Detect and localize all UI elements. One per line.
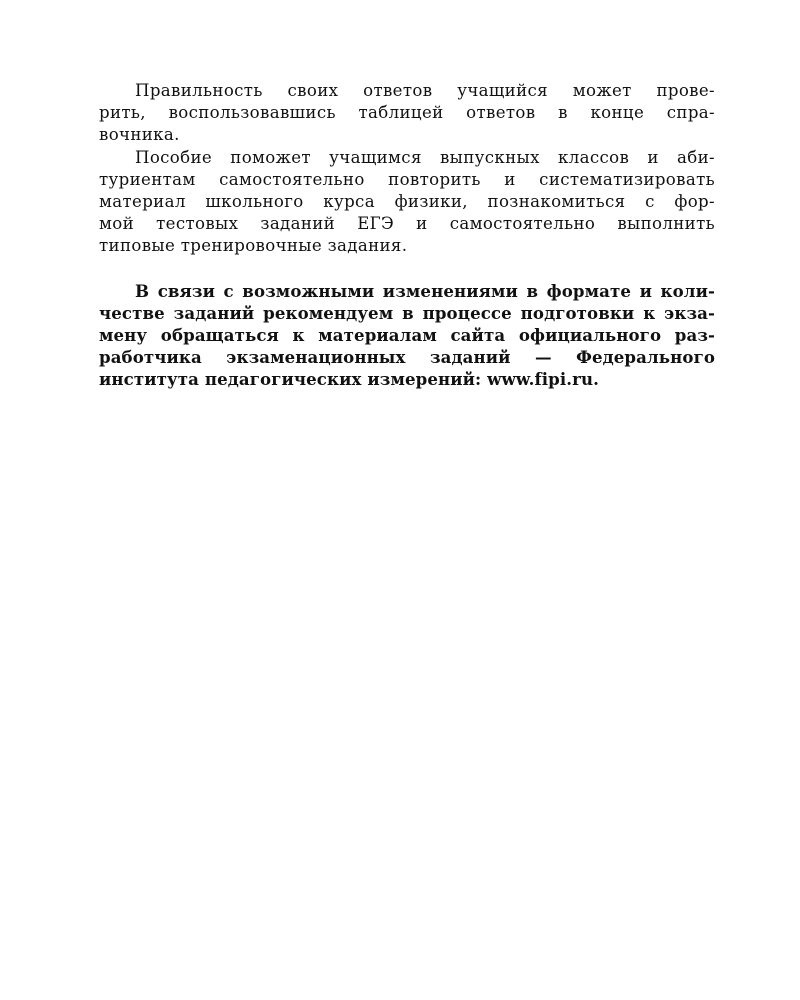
notice-fipi xyxy=(99,280,715,391)
paragraph-line: материал школьного курса физики, познакомиться с фор- xyxy=(99,191,715,211)
paragraph-manual-purpose xyxy=(99,147,715,258)
paragraph-answers-check xyxy=(99,80,715,147)
paragraph-line: типовые тренировочные задания. xyxy=(99,236,408,256)
notice-line: мену обращаться к материалам сайта официального раз- xyxy=(99,324,715,345)
paragraph-line: рить, воспользовавшись таблицей ответов в конце спра- xyxy=(99,103,715,123)
paragraph-line: Пособие поможет учащимся выпускных классов и аби- xyxy=(135,147,715,167)
notice-line: честве заданий рекомендуем в процессе подготовки к экза- xyxy=(99,302,715,323)
paragraph-line: туриентам самостоятельно повторить и систематизировать xyxy=(99,169,715,189)
notice-line: института педагогических измерений: www.fipi.ru. xyxy=(99,369,600,390)
notice-line: В связи с возможными изменениями в формате и коли- xyxy=(135,280,715,301)
notice-line: работчика экзаменационных заданий — Федерального xyxy=(99,347,715,368)
paragraph-line: Правильность своих ответов учащийся может прове- xyxy=(135,81,715,100)
paragraph-line: мой тестовых заданий ЕГЭ и самостоятельно выполнить xyxy=(99,214,715,234)
document-page xyxy=(99,80,715,390)
paragraph-line: вочника. xyxy=(99,125,180,145)
